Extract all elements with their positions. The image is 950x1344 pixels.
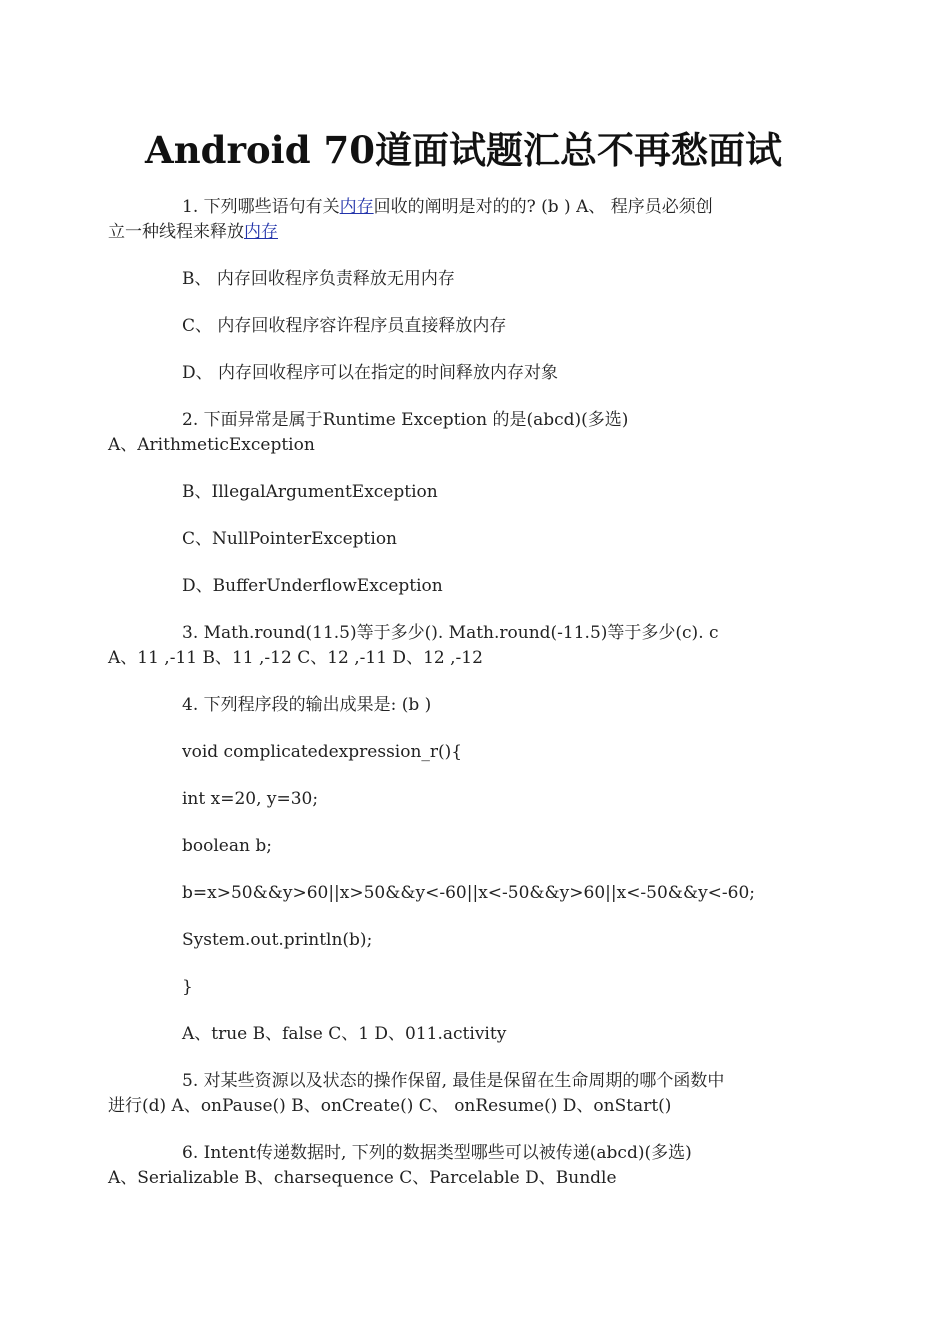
code-line-5: System.out.println(b);: [182, 930, 373, 950]
code-line-3: boolean b;: [182, 836, 272, 856]
question-3: [108, 621, 815, 671]
question-1-option-c: C、 内存回收程序容许程序员直接释放内存: [182, 316, 507, 336]
code-line-2: int x=20, y=30;: [182, 789, 319, 809]
question-3-line-1: 3. Math.round(11.5)等于多少(). Math.round(-11.5)等于多少(c). c: [182, 623, 719, 643]
question-2-option-d: D、BufferUnderflowException: [182, 576, 443, 596]
question-6-line-2: A、Serializable B、charsequence C、Parcelable D、Bundle: [108, 1168, 617, 1188]
memory-link-2[interactable]: 内存: [244, 222, 278, 242]
document-title: Android 70道面试题汇总不再愁面试: [145, 128, 782, 172]
question-5-line-2: 进行(d) A、onPause() B、onCreate() C、 onResume() D、onStart(): [108, 1096, 672, 1116]
question-6-line-1: 6. Intent传递数据时, 下列的数据类型哪些可以被传递(abcd)(多选): [182, 1143, 692, 1163]
question-2-line-1: 2. 下面异常是属于Runtime Exception 的是(abcd)(多选): [182, 410, 629, 430]
question-1: [108, 195, 815, 245]
memory-link-1[interactable]: 内存: [339, 197, 374, 217]
question-5: [108, 1069, 815, 1119]
question-4: 4. 下列程序段的输出成果是: (b ): [182, 695, 432, 715]
code-line-4: b=x>50&&y>60||x>50&&y<-60||x<-50&&y>60||x<-50&&y<-60;: [182, 883, 756, 903]
question-4-options: A、true B、false C、1 D、011.activity: [182, 1024, 507, 1044]
question-3-line-2: A、11 ,-11 B、11 ,-12 C、12 ,-11 D、12 ,-12: [108, 648, 483, 668]
question-2-option-b: B、IllegalArgumentException: [182, 482, 438, 502]
question-2-option-c: C、NullPointerException: [182, 529, 398, 549]
code-line-6: }: [182, 977, 193, 997]
question-5-line-1: 5. 对某些资源以及状态的操作保留, 最佳是保留在生命周期的哪个函数中: [182, 1071, 725, 1091]
question-1-line-2: 立一种线程来释放内存: [108, 222, 278, 242]
document-body: [108, 195, 815, 1213]
question-2-line-2: A、ArithmeticException: [108, 435, 315, 455]
question-2: [108, 408, 815, 458]
question-1-option-b: B、 内存回收程序负责释放无用内存: [182, 269, 455, 289]
code-line-1: void complicatedexpression_r(){: [182, 742, 463, 762]
question-1-option-d: D、 内存回收程序可以在指定的时间释放内存对象: [182, 363, 559, 383]
question-6: [108, 1141, 815, 1191]
question-1-line-1: 1. 下列哪些语句有关内存回收的阐明是对的的? (b ) A、 程序员必须创: [182, 197, 713, 217]
